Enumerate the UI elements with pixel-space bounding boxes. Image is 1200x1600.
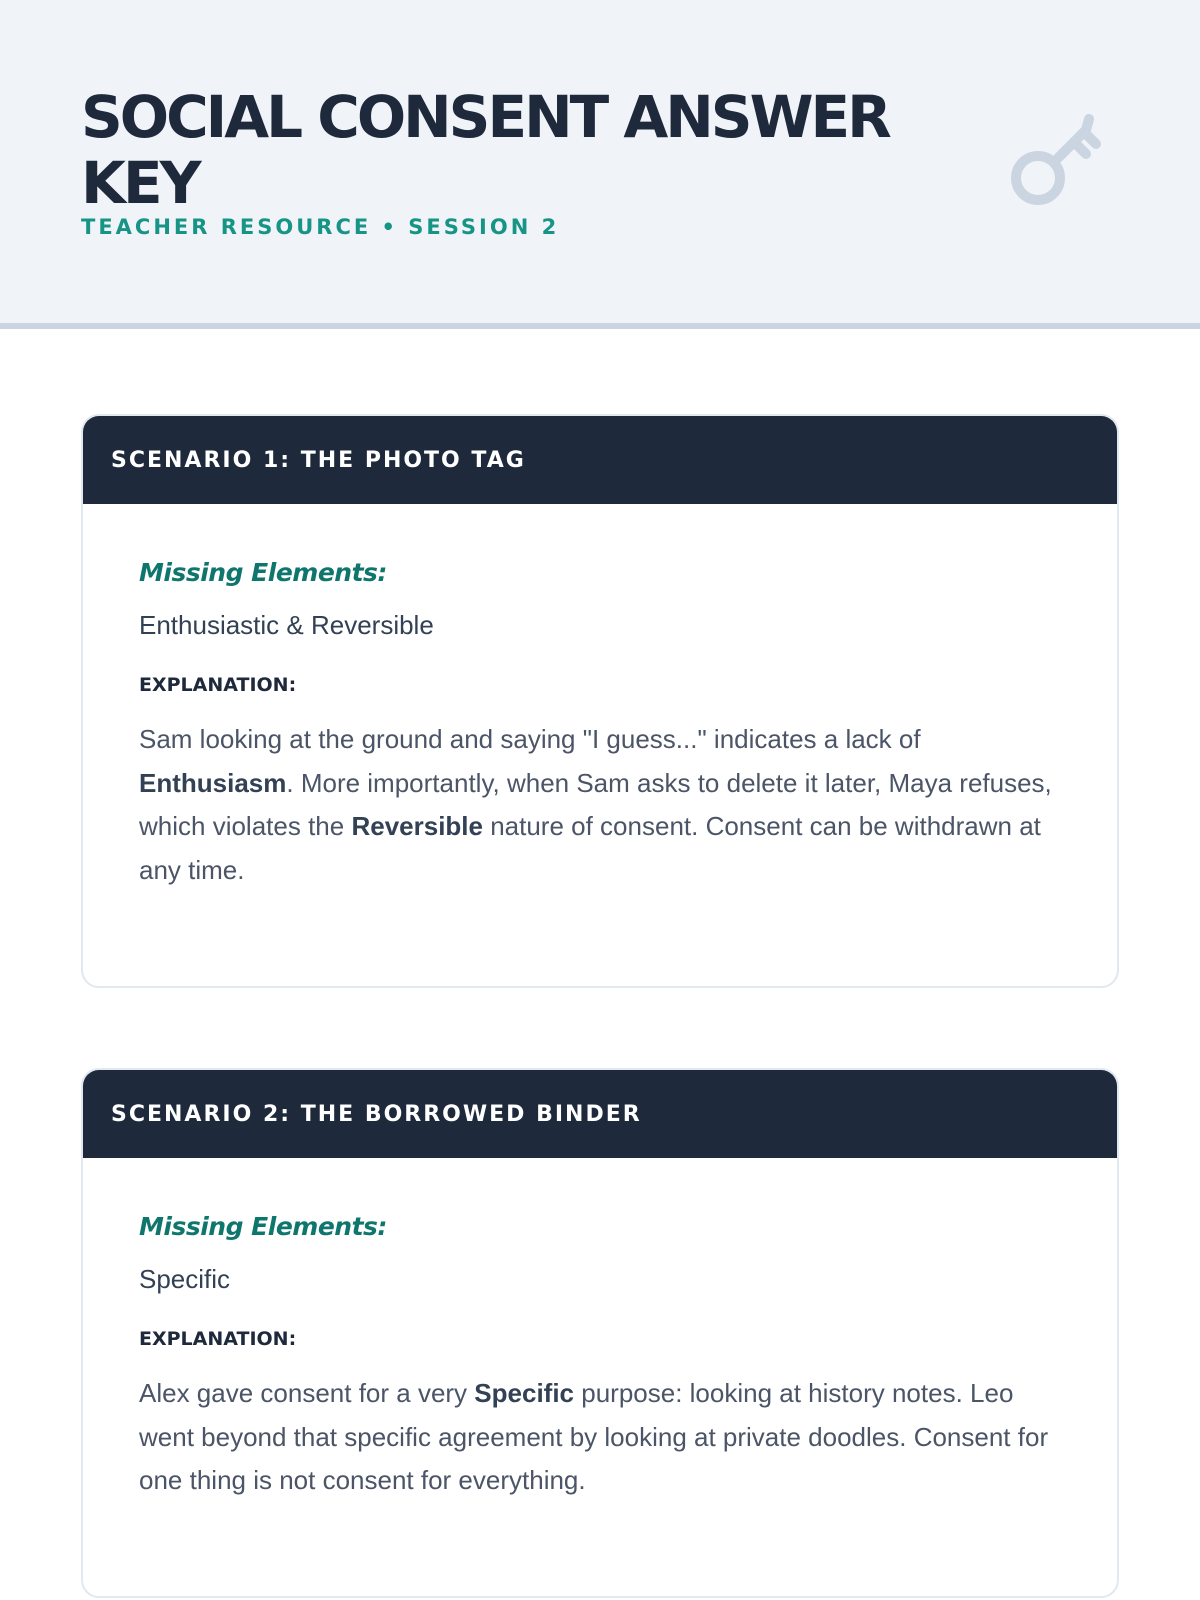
missing-elements-label: Missing Elements:	[139, 1212, 387, 1241]
scenario-card	[81, 1068, 1119, 1598]
explanation-segment: Alex gave consent for a very	[139, 1378, 475, 1408]
explanation-keyword: Reversible	[351, 811, 483, 841]
explanation-segment: Sam looking at the ground and saying "I guess..." indicates a lack of	[139, 724, 921, 754]
scenario-body	[83, 1158, 1117, 1503]
explanation-label: EXPLANATION:	[139, 674, 297, 696]
explanation-text	[139, 718, 1061, 892]
explanation-segment: purpose: looking at history notes. Leo went beyond that specific agreement by looking at private doodles. Consent for one thing is not consent for everything.	[139, 1378, 1049, 1495]
explanation-keyword: Specific	[474, 1378, 575, 1408]
scenario-title: SCENARIO 2: THE BORROWED BINDER	[111, 1101, 642, 1127]
page-subtitle: TEACHER RESOURCE • SESSION 2	[81, 215, 560, 239]
explanation-label: EXPLANATION:	[139, 1328, 297, 1350]
page-header	[0, 0, 1200, 329]
explanation-keyword: Enthusiasm	[139, 767, 287, 798]
explanation-segment: nature of consent. Consent can be withdrawn at any time.	[139, 811, 1041, 885]
scenario-card	[81, 414, 1119, 988]
scenario-header	[83, 1070, 1117, 1158]
explanation-text	[139, 1372, 1061, 1503]
scenario-body	[83, 504, 1117, 892]
key-icon	[1010, 108, 1120, 218]
missing-elements-value: Enthusiastic & Reversible	[139, 610, 434, 640]
explanation-segment: . More importantly, when Sam asks to delete it later, Maya refuses, which violates the	[139, 767, 1052, 841]
missing-elements-label: Missing Elements:	[139, 558, 387, 587]
page-title: SOCIAL CONSENT ANSWER KEY	[81, 83, 889, 217]
scenario-header	[83, 416, 1117, 504]
missing-elements-value: Specific	[139, 1264, 231, 1294]
scenario-title: SCENARIO 1: THE PHOTO TAG	[111, 447, 526, 473]
